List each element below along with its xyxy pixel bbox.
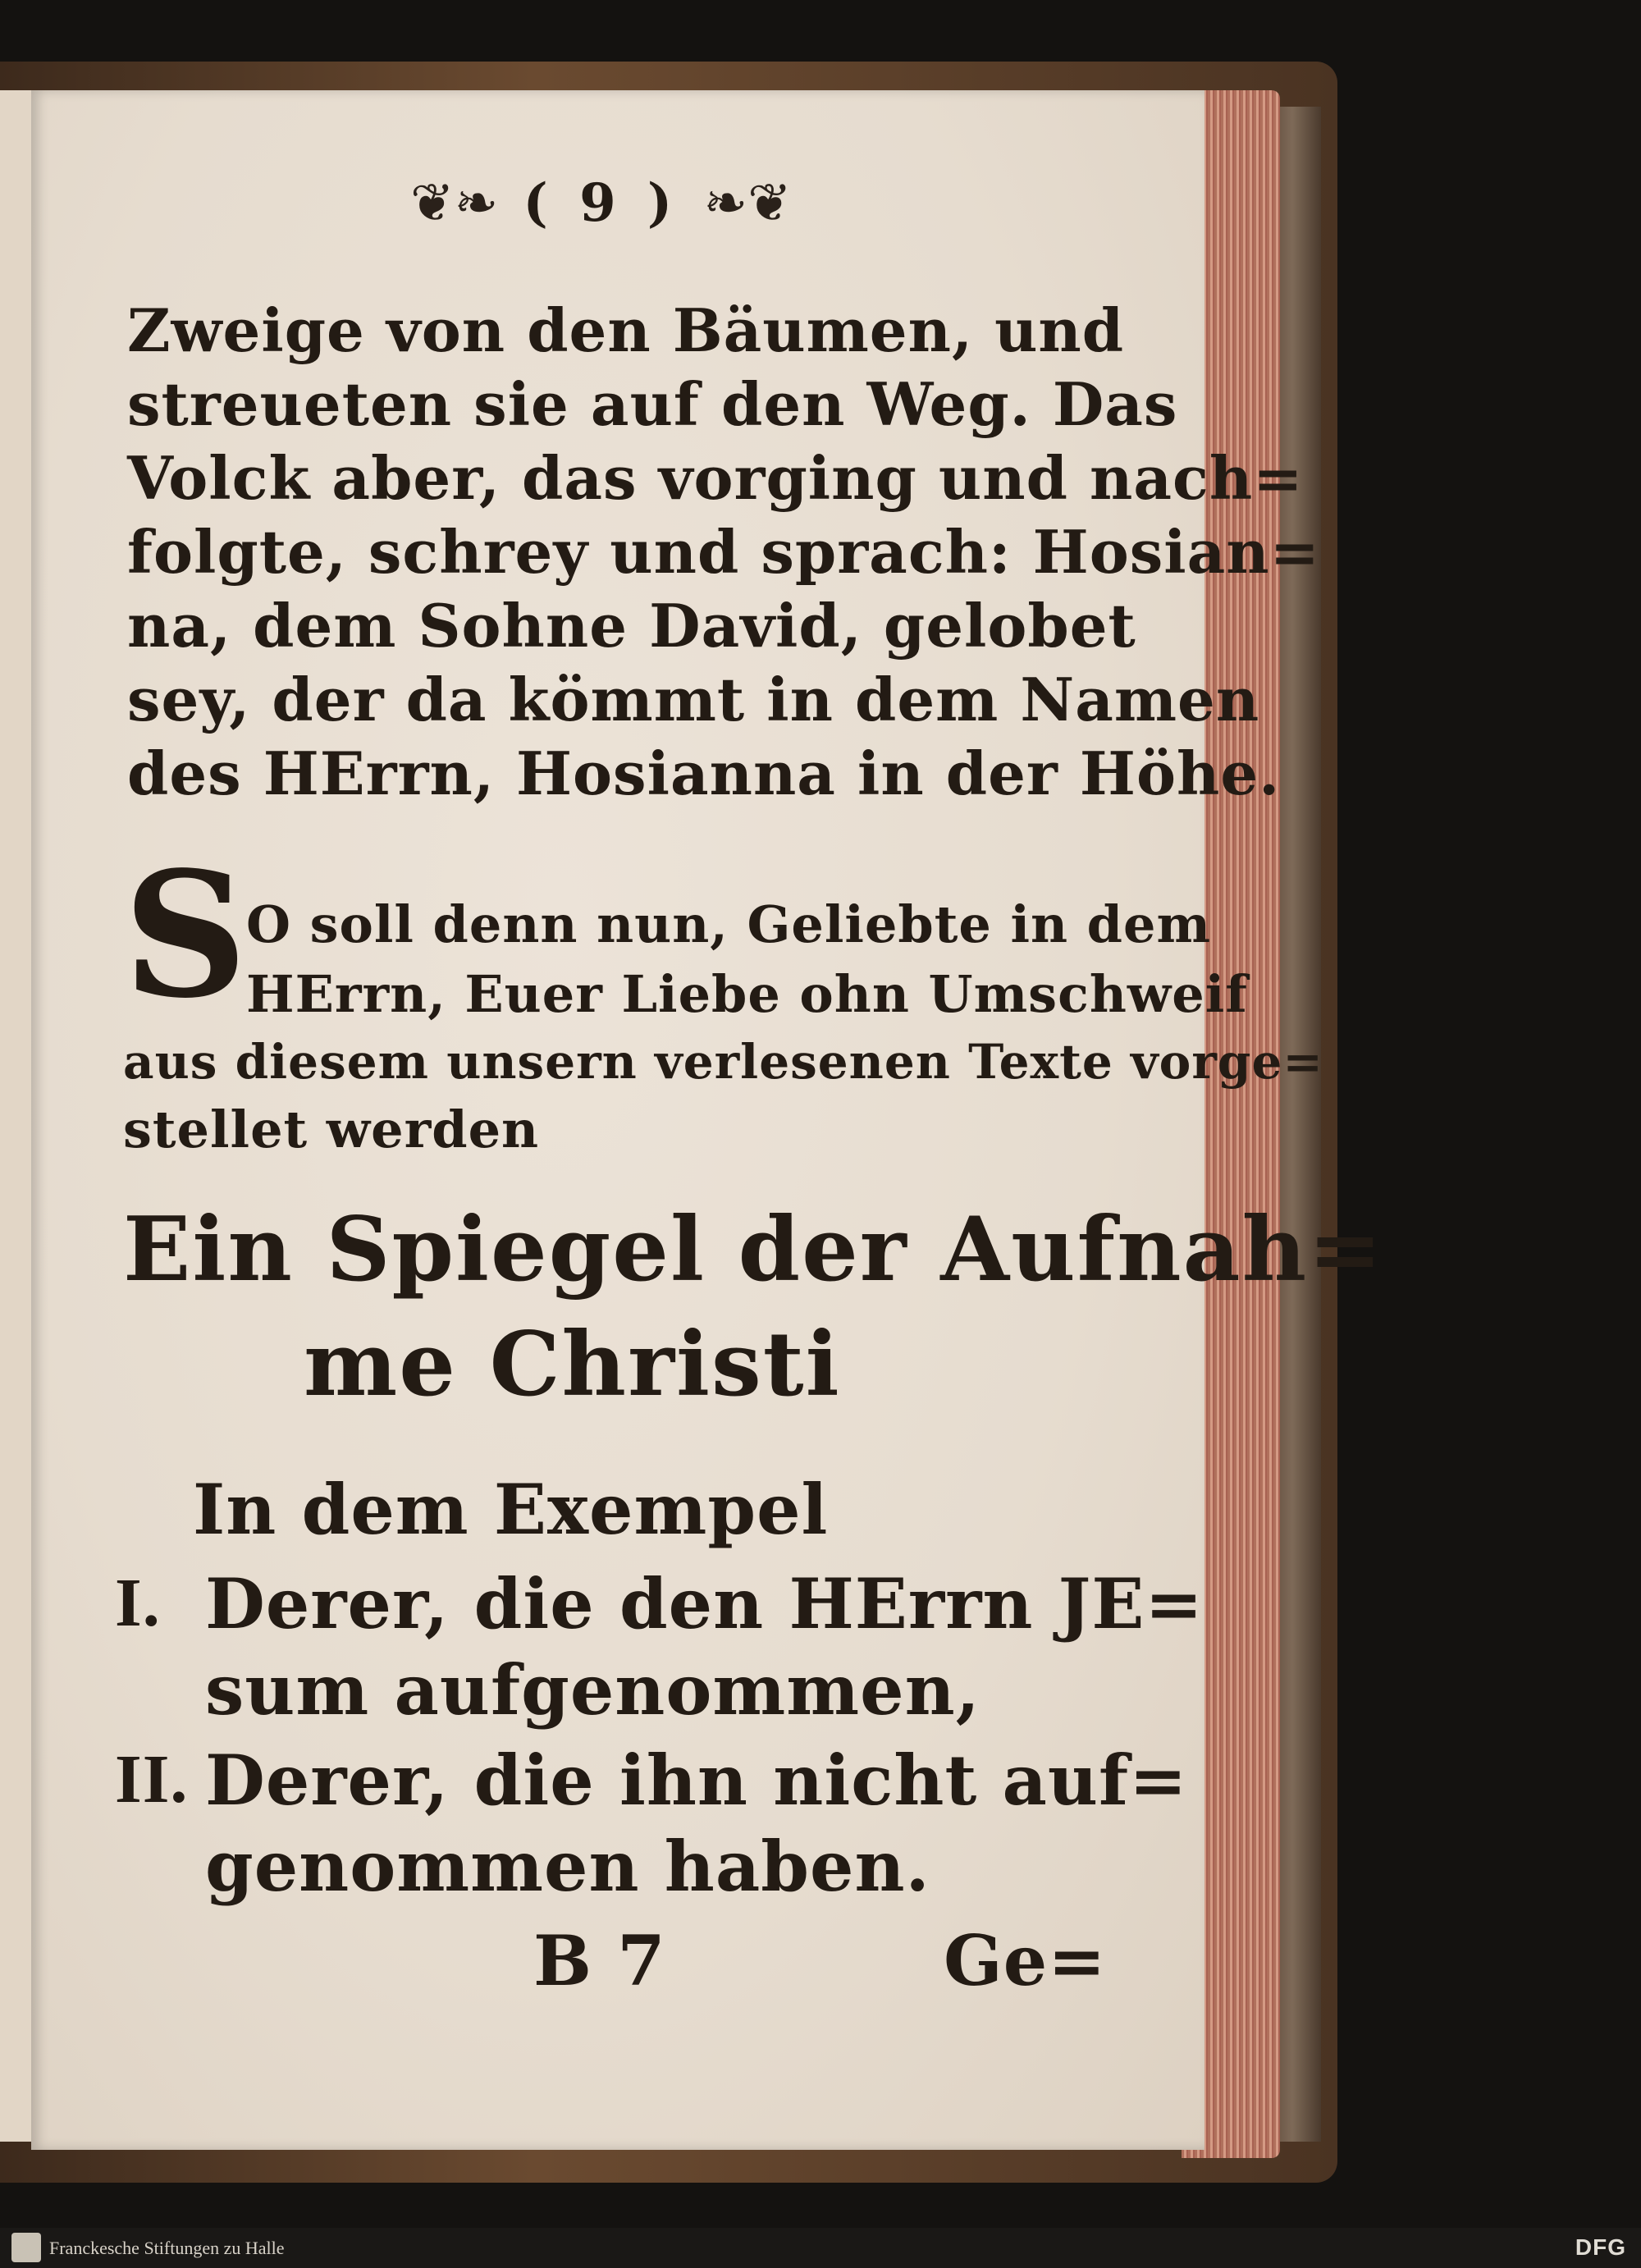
text-line: HErrn, Euer Liebe ohn Umschweif <box>246 964 1248 1024</box>
point-line: Derer, die ihn nicht auf= <box>205 1740 1188 1821</box>
subtitle: In dem Exempel <box>193 1469 829 1550</box>
page-header <box>410 172 792 234</box>
funder-logo: DFG <box>1575 2234 1626 2260</box>
footer-bar <box>0 2228 1641 2268</box>
title-line: Ein Spiegel der Aufnah= <box>123 1198 1384 1301</box>
facing-page-edge <box>0 90 34 2142</box>
point-line: Derer, die den HErrn JE= <box>205 1563 1204 1644</box>
catchword: Ge= <box>944 1920 1107 2001</box>
title-line: me Christi <box>304 1313 841 1416</box>
signature-mark: B 7 <box>533 1920 666 2001</box>
point-numeral: II. <box>115 1741 189 1818</box>
point-numeral: I. <box>115 1565 161 1641</box>
text-line: O soll denn nun, Geliebte in dem <box>246 894 1212 954</box>
point-line: sum aufgenommen, <box>205 1649 980 1731</box>
text-line: na, dem Sohne David, gelobet <box>127 591 1136 661</box>
text-line: stellet werden <box>123 1100 540 1159</box>
ornament-right-icon: ❧❦ <box>703 173 792 234</box>
ornament-left-icon: ❦❧ <box>410 173 499 234</box>
drop-cap: S <box>123 834 248 1036</box>
text-line: Volck aber, das vorging und nach= <box>127 443 1304 513</box>
text-line: aus diesem unsern verlesenen Texte vorge= <box>123 1034 1323 1090</box>
page-number: ( 9 ) <box>523 172 679 234</box>
institution-name: Franckesche Stiftungen zu Halle <box>49 2238 285 2258</box>
point-line: genommen haben. <box>205 1826 930 1907</box>
text-line: Zweige von den Bäumen, und <box>127 295 1125 365</box>
text-line: des HErrn, Hosianna in der Höhe. <box>127 738 1281 808</box>
text-line: streueten sie auf den Weg. Das <box>127 369 1178 439</box>
institution-logo-icon <box>11 2233 41 2262</box>
text-line: sey, der da kömmt in dem Namen <box>127 665 1260 734</box>
text-line: folgte, schrey und sprach: Hosian= <box>127 517 1320 587</box>
